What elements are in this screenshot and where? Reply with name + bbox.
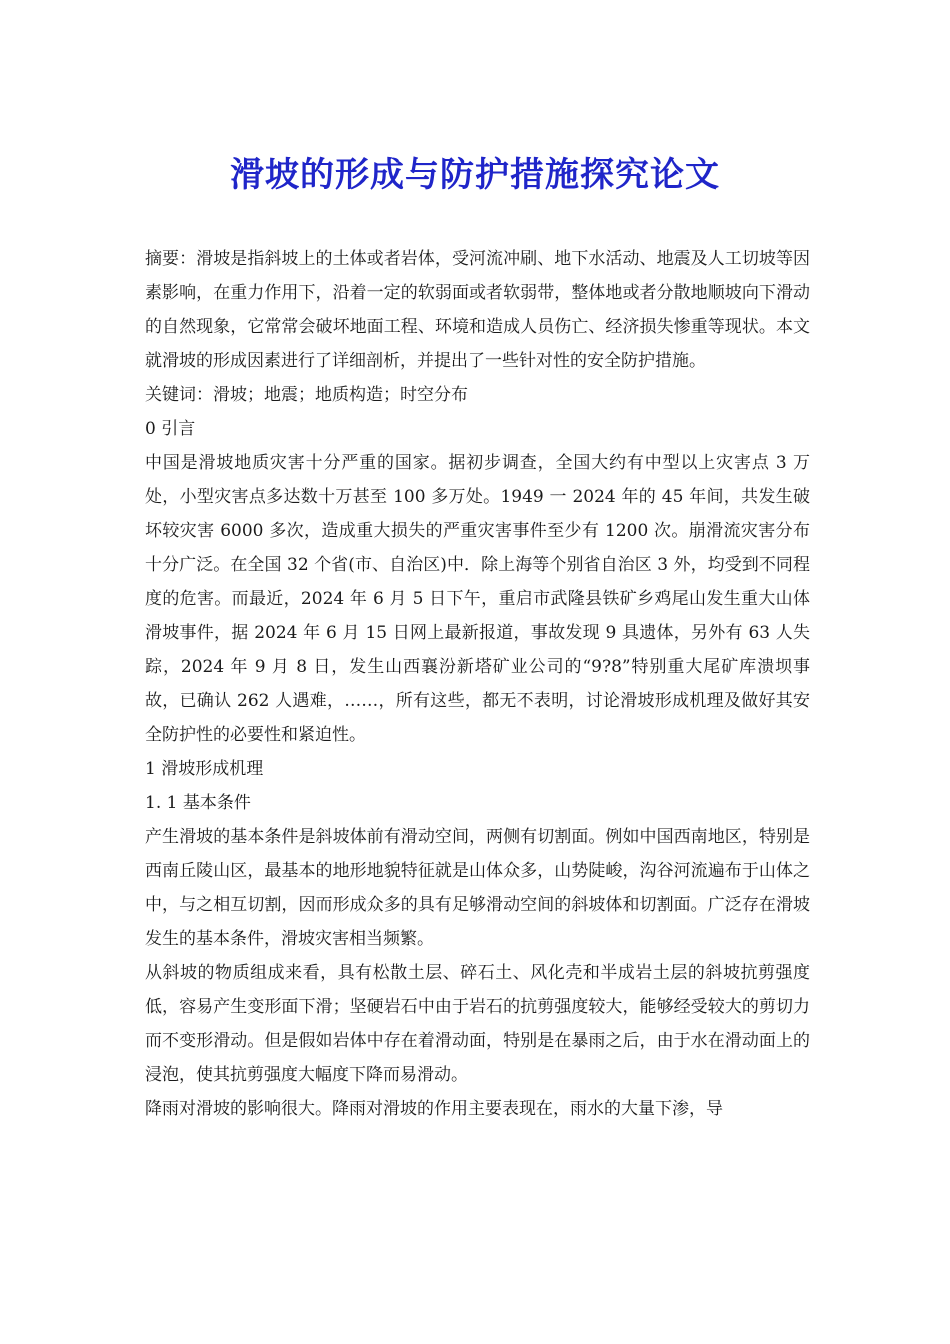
body-paragraph: 从斜坡的物质组成来看，具有松散土层、碎石土、风化壳和半成岩土层的斜坡抗剪强度低，容易产生变形面下滑；坚硬岩石中由于岩石的抗剪强度较大，能够经受较大的剪切力而不变形滑动。但是假如岩体中存在着滑动面，特别是在暴雨之后，由于水在滑动面上的浸泡，使其抗剪强度大幅度下降而易滑动。 [145,963,810,1085]
document-body [145,242,810,1126]
keywords-line: 关键词：滑坡；地震；地质构造；时空分布 [145,385,468,405]
section-heading-mechanism: 1 滑坡形成机理 [145,759,264,779]
document-title: 滑坡的形成与防护措施探究论文 [230,154,720,195]
section-heading-introduction: 0 引言 [145,419,196,439]
abstract-paragraph: 摘要：滑坡是指斜坡上的土体或者岩体，受河流冲刷、地下水活动、地震及人工切坡等因素影响，在重力作用下，沿着一定的软弱面或者软弱带，整体地或者分散地顺坡向下滑动的自然现象，它常常会破坏地面工程、环境和造成人员伤亡、经济损失惨重等现状。本文就滑坡的形成因素进行了详细剖析，并提出了一些针对性的安全防护措施。 [145,249,810,371]
subsection-heading-basic-conditions: 1. 1 基本条件 [145,793,251,813]
introduction-paragraph: 中国是滑坡地质灾害十分严重的国家。据初步调查，全国大约有中型以上灾害点 3 万处，小型灾害点多达数十万甚至 100 多万处。1949 一 2024 年的 45 年间，共发生破坏较灾害 6000 多次，造成重大损失的严重灾害事件至少有 1200 次。崩滑流灾害分布十分广泛。在全国 32 个省(市、自治区)中．除上海等个别省自治区 3 外，均受到不同程度的危害。而最近，2024 年 6 月 5 日下午，重启市武隆县铁矿乡鸡尾山发生重大山体滑坡事件，据 2024 年 6 月 15 日网上最新报道，事故发现 9 具遗体，另外有 63 人失踪，2024 年 9 月 8 日，发生山西襄汾新塔矿业公司的“9?8”特别重大尾矿库溃坝事故，已确认 262 人遇难，……，所有这些，都无不表明，讨论滑坡形成机理及做好其安全防护性的必要性和紧迫性。 [145,453,810,745]
body-paragraph: 降雨对滑坡的影响很大。降雨对滑坡的作用主要表现在，雨水的大量下渗，导 [145,1099,723,1119]
body-paragraph: 产生滑坡的基本条件是斜坡体前有滑动空间，两侧有切割面。例如中国西南地区，特别是西南丘陵山区，最基本的地形地貌特征就是山体众多，山势陡峻，沟谷河流遍布于山体之中，与之相互切割，因而形成众多的具有足够滑动空间的斜坡体和切割面。广泛存在滑坡发生的基本条件，滑坡灾害相当频繁。 [145,827,810,949]
